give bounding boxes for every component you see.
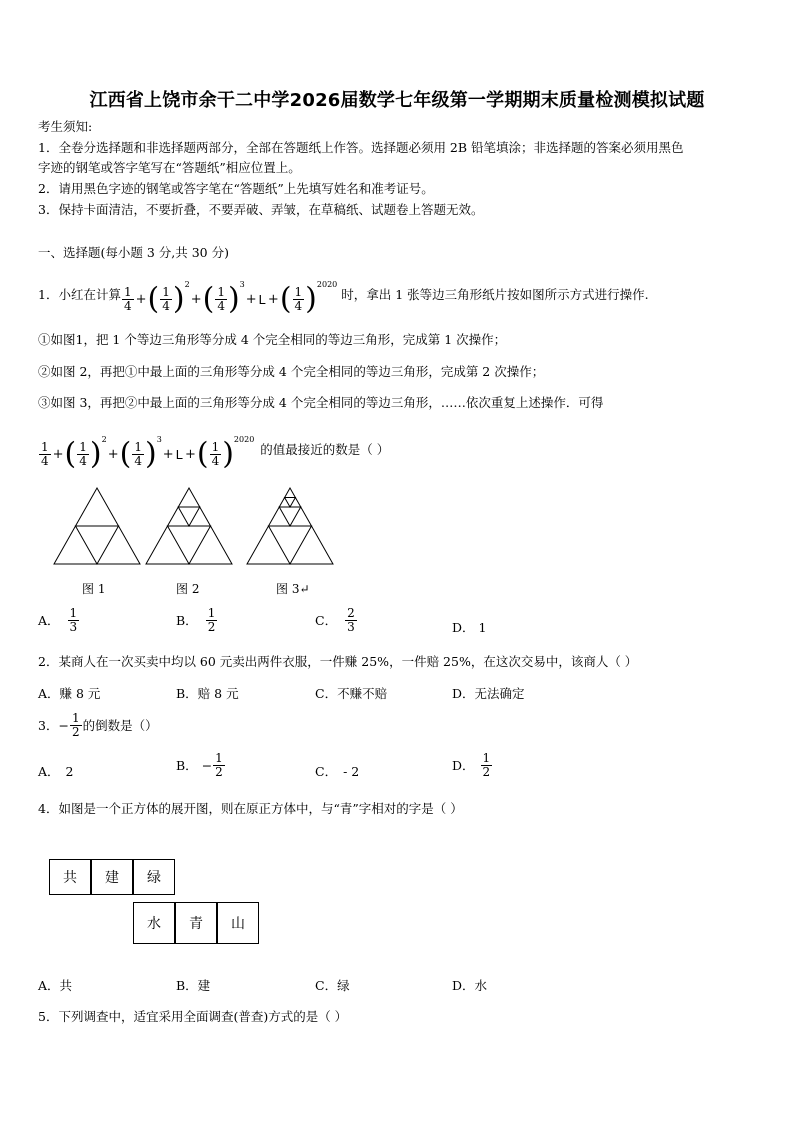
- question-1-ask: 的值最接近的数是（ ）: [260, 442, 390, 457]
- question-1: [38, 270, 649, 320]
- q3-option-b[interactable]: B． − $\frac{1}{2}$: [176, 751, 223, 779]
- q3-option-d[interactable]: D． $\frac{1}{2}$: [452, 751, 491, 779]
- q4-option-c[interactable]: C．绿: [315, 978, 350, 993]
- question-5: 5．下列调查中，适宜采用全面调查(普查)方式的是（ ）: [38, 1009, 348, 1024]
- q1-option-d[interactable]: D． 1: [452, 620, 487, 635]
- fraction: $\frac{1}{4}$: [123, 285, 132, 314]
- question-1-suffix: 时，拿出 1 张等边三角形纸片按如图所示方式进行操作.: [341, 287, 649, 302]
- q4-option-a[interactable]: A．共: [38, 978, 73, 993]
- question-1-expression-line: [38, 425, 389, 475]
- q2-option-c[interactable]: C．不赚不赔: [315, 686, 388, 701]
- series-expression-2: $\frac{1}{4}$ +( $\frac{1}{4}$ )$^2$+( $\frac{1}{4}$ )$^3$+ L +( $\frac{1}{4}$ )$^{2020}$: [41, 435, 255, 472]
- q3-option-a[interactable]: A． 2: [38, 764, 74, 779]
- figure-1-label: 图 1: [82, 582, 106, 596]
- triangle-figures: [50, 486, 340, 568]
- notice-line-1b: 字迹的钢笔或答字笔写在“答题纸”相应位置上。: [38, 160, 301, 175]
- q3-option-c[interactable]: C． - 2: [315, 764, 360, 779]
- figure-2-label: 图 2: [176, 582, 200, 596]
- notice-heading: 考生须知:: [38, 119, 93, 134]
- q4-option-b[interactable]: B．建: [176, 978, 211, 993]
- figure-2-triangle: [146, 488, 232, 564]
- question-1-step-1: ①如图1，把 1 个等边三角形等分成 4 个完全相同的等边三角形，完成第 1 次操作；: [38, 332, 507, 347]
- q1-option-c[interactable]: C． $\frac{2}{3}$: [315, 606, 355, 634]
- question-1-step-3: ③如图 3，再把②中最上面的三角形等分成 4 个完全相同的等边三角形，……依次重复上述操作．可得: [38, 395, 604, 410]
- cube-cell-jian: 建: [91, 859, 133, 895]
- figure-1-triangle: [54, 488, 140, 564]
- question-1-step-2: ②如图 2，再把①中最上面的三角形等分成 4 个完全相同的等边三角形，完成第 2 次操作；: [38, 364, 545, 379]
- figure-3-label: 图 3↵: [276, 582, 310, 596]
- question-2: 2．某商人在一次买卖中均以 60 元卖出两件衣服，一件赚 25%，一件赔 25%，在这次交易中，该商人（ ）: [38, 654, 638, 669]
- q1-option-b[interactable]: B． $\frac{1}{2}$: [176, 606, 216, 634]
- q1-option-a[interactable]: A． $\frac{1}{3}$: [38, 606, 78, 634]
- q2-option-a[interactable]: A．赚 8 元: [38, 686, 101, 701]
- page-title: 江西省上饶市余干二中学2026届数学七年级第一学期期末质量检测模拟试题: [89, 90, 705, 111]
- section-heading: 一、选择题(每小题 3 分,共 30 分): [38, 245, 229, 260]
- question-3: 3． − $\frac{1}{2}$ 的倒数是（）: [38, 711, 158, 739]
- q4-option-d[interactable]: D．水: [452, 978, 488, 993]
- q2-option-d[interactable]: D．无法确定: [452, 686, 525, 701]
- notice-line-3: 3．保持卡面清洁，不要折叠，不要弄破、弄皱，在草稿纸、试题卷上答题无效。: [38, 202, 484, 217]
- cube-cell-shan: 山: [217, 902, 259, 944]
- notice-line-2: 2．请用黑色字迹的钢笔或答字笔在“答题纸”上先填写姓名和准考证号。: [38, 181, 434, 196]
- question-1-prefix: 1．小红在计算: [38, 287, 121, 302]
- q2-option-b[interactable]: B．赔 8 元: [176, 686, 239, 701]
- cube-cell-lv: 绿: [133, 859, 175, 895]
- question-4: 4．如图是一个正方体的展开图，则在原正方体中，与“青”字相对的字是（ ）: [38, 801, 463, 816]
- cube-cell-qing: 青: [175, 902, 217, 944]
- series-expression: $\frac{1}{4}$ +( $\frac{1}{4}$ )$^2$+( $\frac{1}{4}$ )$^3$+ L +( $\frac{1}{4}$ )$^{2020}$: [123, 280, 338, 317]
- figure-3-triangle: [247, 488, 333, 564]
- cube-cell-shui: 水: [133, 902, 175, 944]
- notice-line-1a: 1．全卷分选择题和非选择题两部分，全部在答题纸上作答。选择题必须用 2B 铅笔填涂；非选择题的答案必须用黑色: [38, 140, 684, 155]
- cube-cell-gong: 共: [49, 859, 91, 895]
